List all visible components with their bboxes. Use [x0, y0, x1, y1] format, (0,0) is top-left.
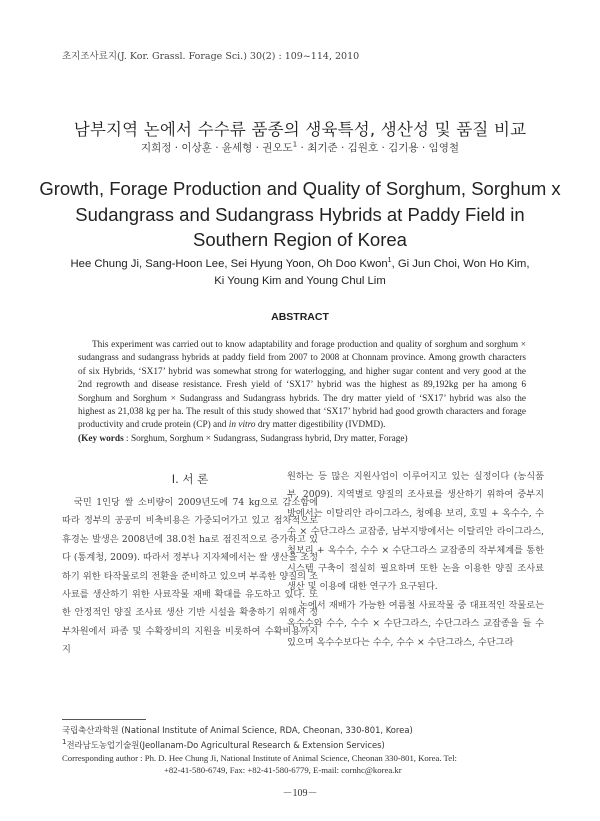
- abstract-italic-term: in vitro: [228, 420, 256, 431]
- footnote-divider: [62, 719, 146, 720]
- page-number: －109－: [282, 788, 318, 799]
- english-title-line: Southern Region of Korea: [193, 229, 407, 250]
- affiliation-2-mark: 1: [62, 738, 67, 747]
- english-title-line: Growth, Forage Production and Quality of Sorghum, Sorghum x: [39, 178, 561, 199]
- journal-header: 초지조사료지(J. Kor. Grassl. Forage Sci.) 30(2) : 109~114, 2010: [62, 51, 360, 62]
- corresponding-author-contact: +82-41-580-6749, Fax: +82-41-580-6779, E-mail: cornhc@korea.kr: [164, 765, 402, 776]
- korean-authors-part2: · 최기준 · 김원호 · 김기용 · 임영철: [297, 142, 459, 154]
- english-authors-part1: Hee Chung Ji, Sang-Hoon Lee, Sei Hyung Yoon, Oh Doo Kwon: [70, 257, 388, 270]
- english-authors-part2: , Gi Jun Choi, Won Ho Kim,: [391, 257, 530, 270]
- intro-paragraph-2: 논에서 재배가 가능한 여름철 사료작물 중 대표적인 작물로는 옥수수와 수수, 수수 × 수단그라스, 수단그라스 교잡종을 들 수 있으며 옥수수보다는 수수, 수수 × 수단그라스, 수단그라: [287, 599, 544, 648]
- corresponding-author: Corresponding author : Ph. D. Hee Chung Ji, National Institute of Animal Science, Cheonan 330-801, Korea. Tel:: [62, 752, 457, 763]
- footnotes: [62, 724, 542, 776]
- korean-authors-affil-mark: 1: [292, 140, 298, 149]
- korean-authors: [0, 140, 600, 155]
- affiliation-1: 국립축산과학원 (National Institute of Animal Science, RDA, Cheonan, 330-801, Korea): [62, 725, 413, 735]
- english-title: [0, 176, 600, 253]
- intro-paragraph-1-continued: 원하는 등 많은 지원사업이 이루어지고 있는 실정이다 (농식품부, 2009). 지역별로 양질의 조사료를 생산하기 위하여 중부지방에서는 이탈리안 라이그라스, 청예용 보리, 호밀 + 옥수수, 수수 × 수단그라스 교잡종, 남부지방에서는 이탈리안 라이그라스, 청보리 + 옥수수, 수수 × 수단그라스 교잡종의 작부체계를 통한 시스템 구축이 절실히 필요하며 또한 논을 이용한 양질 조사료 생산 및 이용에 대한 연구가 요구된다.: [287, 471, 544, 593]
- abstract-paragraph: [78, 339, 526, 433]
- keywords: [78, 433, 526, 446]
- abstract-heading: ABSTRACT: [271, 311, 329, 323]
- english-authors-line1: [0, 252, 600, 273]
- english-authors-line2: Ki Young Kim and Young Chul Lim: [214, 274, 386, 287]
- right-column: [287, 468, 544, 652]
- korean-title: 남부지역 논에서 수수류 품종의 생육특성, 생산성 및 품질 비교: [73, 120, 527, 139]
- abstract-text-b: dry matter digestibility (IVDMD).: [255, 420, 386, 431]
- affiliation-2: [62, 736, 542, 751]
- keywords-label: (Key words: [78, 433, 124, 444]
- section-heading-introduction: Ⅰ. 서 론: [171, 472, 209, 486]
- english-title-line: Sudangrass and Sudangrass Hybrids at Paddy Field in: [75, 203, 525, 225]
- abstract-body: [78, 339, 526, 446]
- korean-authors-part1: 지희정 · 이상훈 · 윤세형 · 권오도: [140, 142, 293, 154]
- affiliation-2-text: 전라남도농업기술원(Jeollanam-Do Agricultural Research & Extension Services): [66, 740, 385, 751]
- intro-paragraph-1: 국민 1인당 쌀 소비량이 2009년도에 74 kg으로 감소함에 따라 정부의 공공미 비축비용은 가중되어가고 있고 점차적으로 휴경논 발생은 2008년에 38.0천 ha로 점진적으로 증가하고 있다 (통계청, 2009). 따라서 정부나 지자체에서는 쌀 생산을 조정하기 위한 타작물로의 전환을 준비하고 있으며 부족한 양질의 조사료를 생산하기 위한 사료작물 재배 확대를 유도하고 있다. 또한 안정적인 양질 조사료 생산 기반 시설을 확충하기 위해서 정부차원에서 파종 및 수확장비의 지원을 비롯하여 수확비용까지 지: [62, 497, 318, 656]
- english-authors: [0, 252, 600, 290]
- left-column: [62, 468, 318, 660]
- keywords-list: : Sorghum, Sorghum × Sudangrass, Sudangrass hybrid, Dry matter, Forage): [123, 433, 408, 444]
- english-authors-affil-mark: 1: [387, 257, 392, 264]
- abstract-text-a: This experiment was carried out to know adaptability and forage production and quality of sorghum and sorghum × sudangrass and sudangrass hybrids at paddy field from 2007 to 2008 at Chonnam province. Among growth characters of six Hybrids, ‘SX17’ hybrid was somewhat strong for waterlogging, and higher sugar content and very good at the 2nd regrowth and disease resistance. Fresh yield of ‘SX17’ hybrid was the highest as 89,192kg per ha among 6 Sorghum and Sorghum × Sudangrass and Sudangrass hybrids. The dry matter yield of ‘SX17’ hybrid was also the highest as 21,038 kg per ha. The result of this study showed that ‘SX17’ hybrid had good growth characters and forage productivity and crude protein (CP) and: [78, 340, 526, 431]
